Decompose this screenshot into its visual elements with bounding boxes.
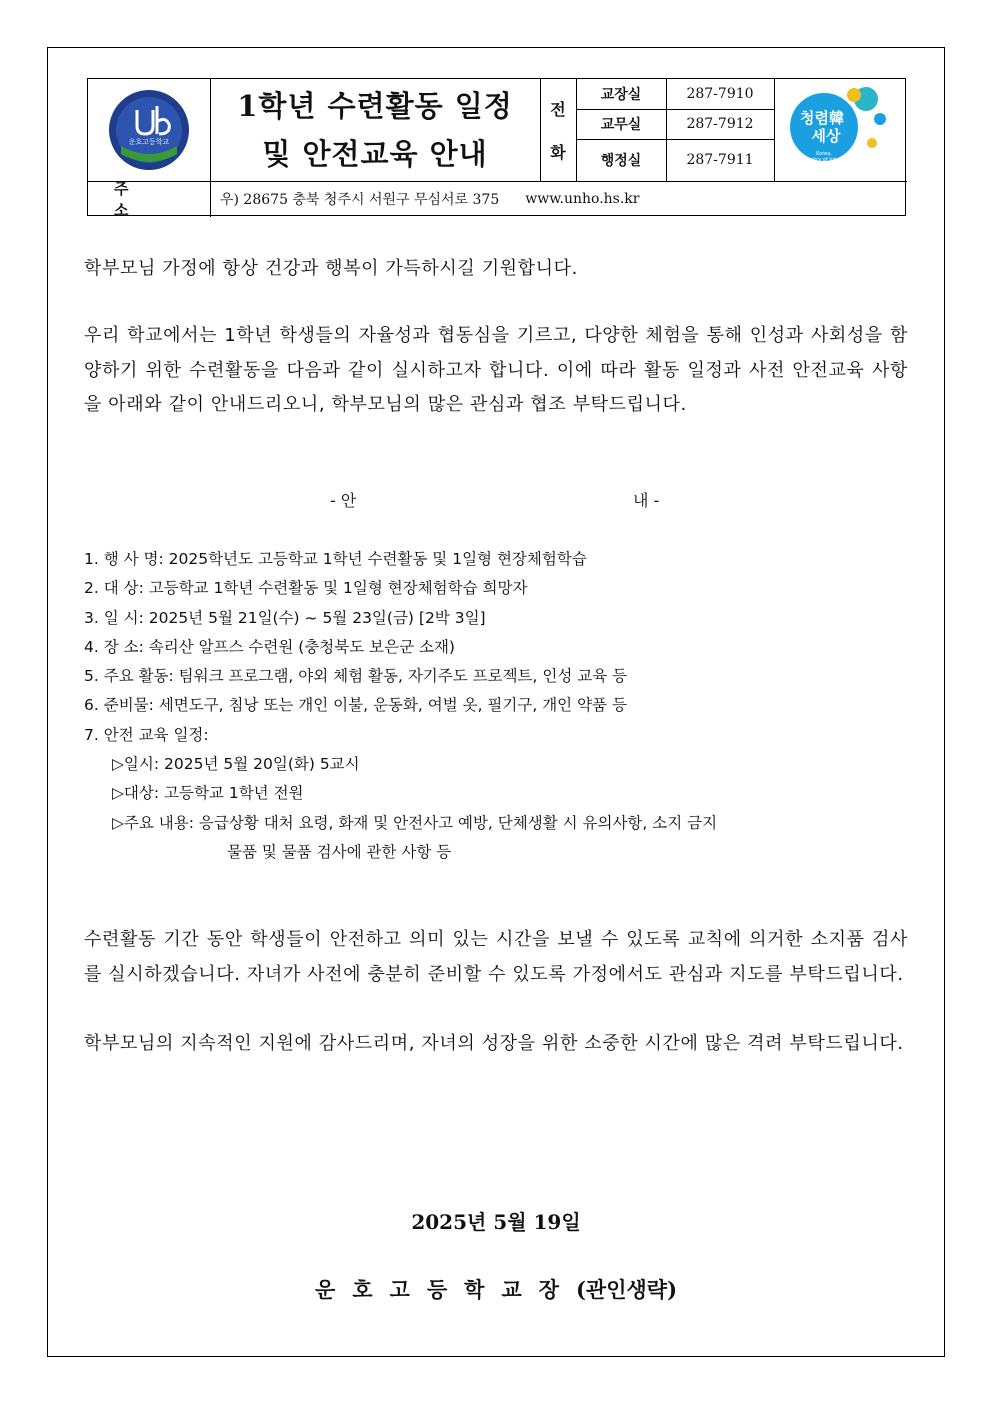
greeting: 학부모님 가정에 항상 건강과 행복이 가득하시길 기원합니다.: [84, 258, 578, 279]
school-logo: [88, 79, 210, 181]
notice-heading-left: - 안: [330, 491, 357, 510]
integrity-logo: [774, 79, 907, 181]
title-line-2: 및 안전교육 안내: [262, 137, 488, 171]
list-item: 5. 주요 활동: 팀워크 프로그램, 야외 체험 활동, 자기주도 프로젝트, 인성 교육 등: [84, 667, 628, 686]
closing-paragraph-2: 학부모님의 지속적인 지원에 감사드리며, 자녀의 성장을 위한 소중한 시간에 많은 격려 부탁드립니다.: [84, 1033, 904, 1054]
sub-list-item: ▷일시: 2025년 5월 20일(화) 5교시: [112, 755, 360, 774]
office-name: 행정실: [600, 153, 642, 169]
list-item: 6. 준비물: 세면도구, 침낭 또는 개인 이불, 운동화, 여벌 옷, 필기구, 개인 약품 등: [84, 696, 627, 715]
svg-text:운호고등학교: 운호고등학교: [128, 138, 170, 146]
title-line-1: 1학년 수련활동 일정: [237, 89, 513, 123]
document-title: [210, 79, 540, 181]
document-date: 2025년 5월 19일: [411, 1210, 581, 1234]
office-name: 교장실: [600, 87, 642, 103]
list-item: 4. 장 소: 속리산 알프스 수련원 (충청북도 보은군 소재): [84, 637, 455, 656]
address-label: 주 소: [114, 180, 155, 219]
closing-paragraph-1: 수련활동 기간 동안 학생들이 안전하고 의미 있는 시간을 보낼 수 있도록 교칙에 의거한 소지품 검사를 실시하겠습니다. 자녀가 사전에 충분히 준비할 수 있도록 가정에서도 관심과 지도를 부탁드립니다.: [84, 929, 908, 985]
principal-title: 운호고등학교장: [314, 1277, 576, 1302]
phone-label: 전 화: [550, 100, 566, 162]
seal-note: (관인생략): [575, 1277, 678, 1302]
list-item: 1. 행 사 명: 2025학년도 고등학교 1학년 수련활동 및 1일형 현장체험학습: [84, 550, 587, 568]
sub-list-item-continued: 물품 및 물품 검사에 관한 사항 등: [227, 842, 452, 861]
intro-paragraph: 우리 학교에서는 1학년 학생들의 자율성과 협동심을 기르고, 다양한 체험을 통해 인성과 사회성을 함양하기 위한 수련활동을 다음과 같이 실시하고자 합니다. 이에 따라 활동 일정과 사전 안전교육 사항을 아래와 같이 안내드리오니, 학부모님의 많은 관심과 협조 부탁드립니다.: [84, 325, 908, 415]
svg-text:세상: 세상: [811, 127, 841, 145]
svg-text:Korea,: Korea,: [816, 151, 832, 157]
office-phone: 287-7912: [686, 116, 754, 132]
list-item: 3. 일 시: 2025년 5월 21일(수) ~ 5월 23일(금) [2박 3일]: [84, 608, 486, 627]
sub-list-item: ▷주요 내용: 응급상황 대처 요령, 화재 및 안전사고 예방, 단체생활 시 유의사항, 소지 금지: [112, 813, 718, 832]
list-item: 7. 안전 교육 일정:: [84, 725, 209, 744]
address-line: [210, 181, 907, 217]
sub-list-item: ▷대상: 고등학교 1학년 전원: [112, 784, 304, 803]
office-name: 교무실: [600, 117, 642, 133]
notice-heading-right: 내 -: [633, 491, 660, 510]
letterhead-table: [87, 78, 906, 219]
website-link[interactable]: www.unho.hs.kr: [525, 191, 640, 207]
office-phone: 287-7911: [686, 152, 754, 168]
address: 우) 28675 충북 청주시 서원구 무심서로 375: [220, 192, 500, 208]
office-phone: 287-7910: [686, 86, 754, 102]
signature-line: [0, 1274, 992, 1304]
notice-list: [84, 545, 914, 867]
svg-text:a country of Integrity: a country of Integrity: [797, 157, 851, 163]
svg-text:청렴韓: 청렴韓: [800, 109, 844, 127]
list-item: 2. 대 상: 고등학교 1학년 수련활동 및 1일형 현장체험학습 희망자: [84, 579, 528, 598]
